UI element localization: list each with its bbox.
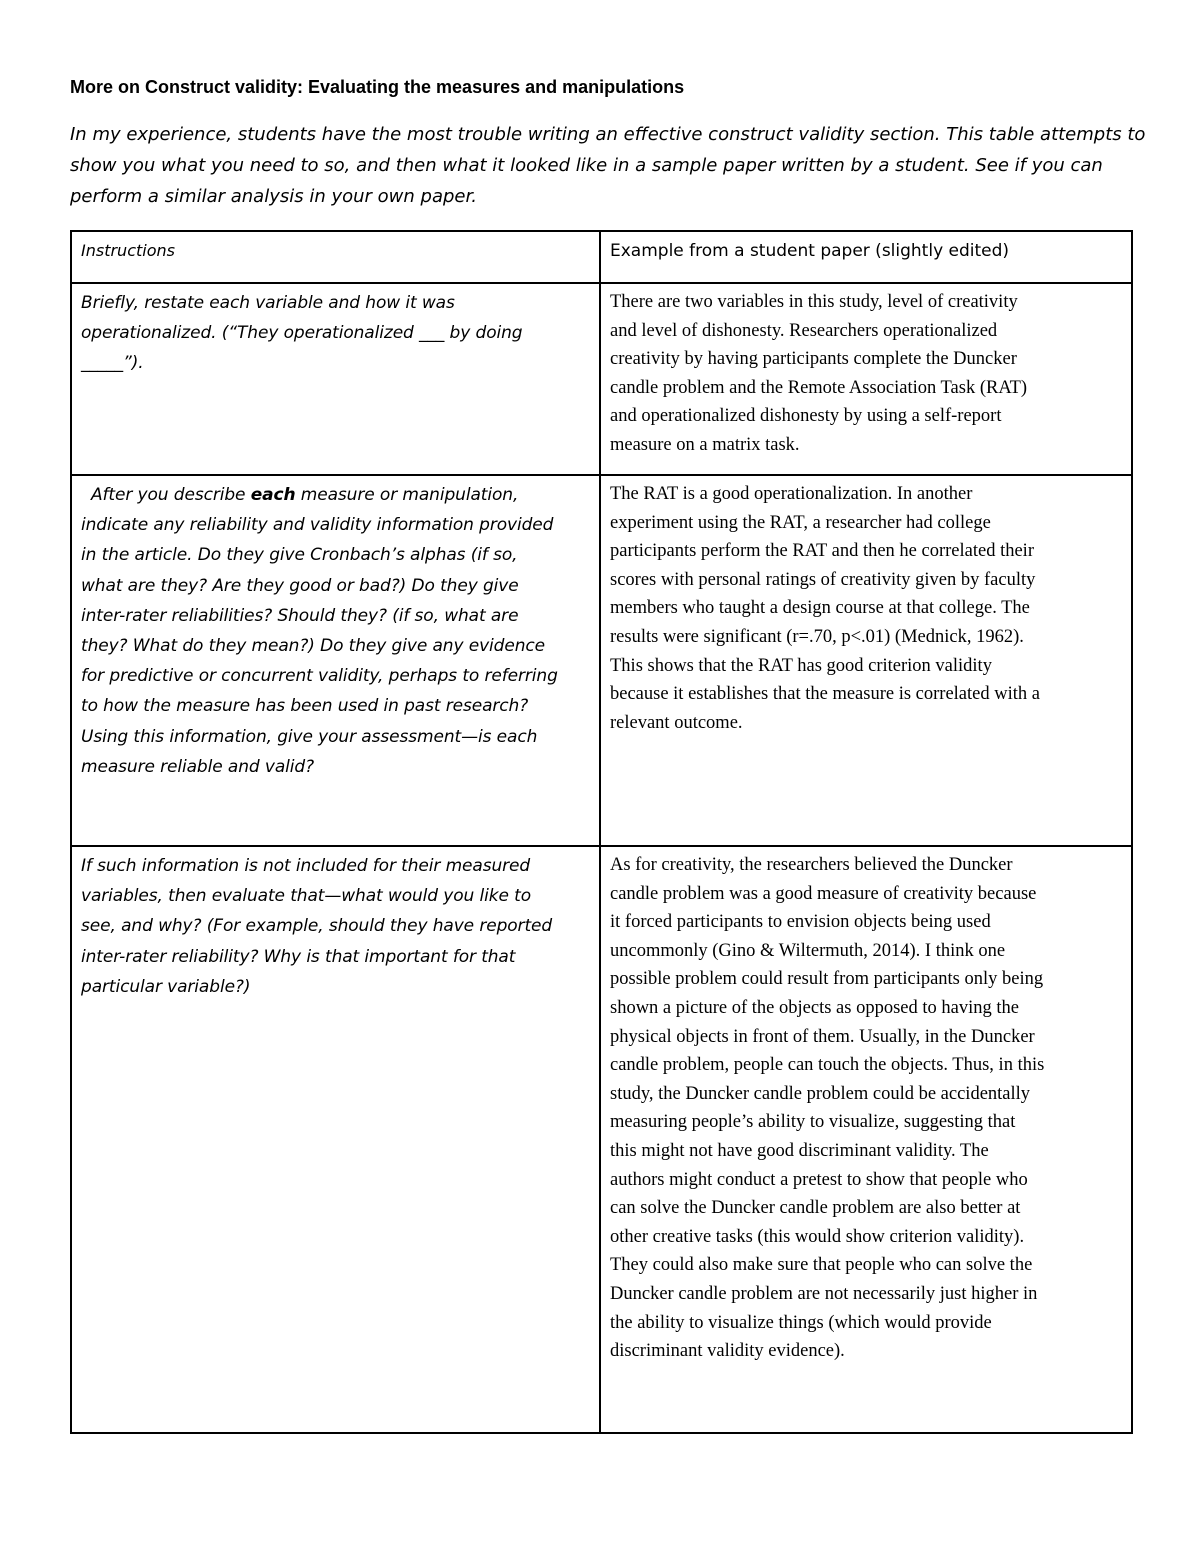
example-line: candle problem was a good measure of creativity because bbox=[610, 883, 1037, 904]
example-line: candle problem, people can touch the objects. Thus, in this bbox=[610, 1055, 1045, 1076]
example-line: shown a picture of the objects as opposed to having the bbox=[610, 997, 1019, 1018]
example-line: uncommonly (Gino & Wiltermuth, 2014). I think one bbox=[610, 940, 1006, 961]
instructions-line: particular variable?) bbox=[81, 976, 251, 997]
example-line: physical objects in front of them. Usually, in the Duncker bbox=[610, 1026, 1035, 1047]
example-line: members who taught a design course at that college. The bbox=[610, 598, 1030, 619]
example-cell bbox=[600, 846, 1132, 1433]
instructions-line: what are they? Are they good or bad?) Do they give bbox=[81, 575, 519, 596]
example-line: results were significant (r=.70, p<.01) (Mednick, 1962). bbox=[610, 626, 1024, 647]
instructions-line: indicate any reliability and validity information provided bbox=[81, 515, 554, 536]
example-line: authors might conduct a pretest to show that people who bbox=[610, 1169, 1028, 1190]
instructions-line: for predictive or concurrent validity, perhaps to referring bbox=[81, 666, 558, 687]
example-cell bbox=[600, 283, 1132, 475]
example-line: the ability to visualize things (which would provide bbox=[610, 1312, 992, 1333]
instructions-text bbox=[81, 480, 591, 782]
header-cell-example bbox=[600, 231, 1132, 283]
page-title: More on Construct validity: Evaluating the measures and manipulations bbox=[70, 77, 685, 97]
instructions-text bbox=[81, 288, 591, 379]
instructions-line: variables, then evaluate that—what would you like to bbox=[81, 886, 532, 907]
example-line: because it establishes that the measure is correlated with a bbox=[610, 684, 1040, 705]
intro-line: In my experience, students have the most trouble writing an effective construct validity section. This table attempts to bbox=[70, 124, 1146, 145]
example-line: scores with personal ratings of creativity given by faculty bbox=[610, 569, 1036, 590]
example-line: can solve the Duncker candle problem are also better at bbox=[610, 1198, 1021, 1219]
instructions-cell bbox=[71, 283, 600, 475]
example-line: candle problem and the Remote Association Task (RAT) bbox=[610, 377, 1028, 398]
example-line: This shows that the RAT has good criterion validity bbox=[610, 655, 992, 676]
instructions-line: _____”). bbox=[81, 353, 144, 374]
table-row bbox=[71, 846, 1132, 1433]
example-line: discriminant validity evidence). bbox=[610, 1341, 845, 1362]
instructions-emphasis: each bbox=[250, 485, 296, 505]
example-line: it forced participants to envision objects being used bbox=[610, 912, 991, 933]
instructions-cell bbox=[71, 475, 600, 846]
example-line: measure on a matrix task. bbox=[610, 434, 800, 455]
instructions-line: see, and why? (For example, should they have reported bbox=[81, 916, 553, 937]
header-instructions-label: Instructions bbox=[81, 241, 175, 260]
header-cell-instructions bbox=[71, 231, 600, 283]
example-line: As for creativity, the researchers believed the Duncker bbox=[610, 855, 1013, 875]
instructions-line: inter-rater reliabilities? Should they? (if so, what are bbox=[81, 605, 519, 626]
intro-line: perform a similar analysis in your own paper. bbox=[70, 186, 477, 207]
header-example-label: Example from a student paper (slightly edited) bbox=[610, 241, 1010, 261]
instructions-line: to how the measure has been used in past research? bbox=[81, 696, 529, 717]
example-line: Duncker candle problem are not necessarily just higher in bbox=[610, 1283, 1038, 1304]
example-line: possible problem could result from participants only being bbox=[610, 969, 1044, 990]
instructions-fragment: After you describe bbox=[91, 485, 251, 505]
example-line: They could also make sure that people who can solve the bbox=[610, 1255, 1033, 1276]
example-line: measuring people’s ability to visualize, suggesting that bbox=[610, 1112, 1016, 1133]
table-row bbox=[71, 475, 1132, 846]
example-text bbox=[610, 480, 1123, 737]
instructions-line: If such information is not included for their measured bbox=[81, 856, 531, 876]
example-line: this might not have good discriminant validity. The bbox=[610, 1140, 989, 1161]
instructions-text bbox=[81, 851, 591, 1002]
instructions-line bbox=[81, 480, 591, 510]
table-row bbox=[71, 283, 1132, 475]
instructions-line: they? What do they mean?) Do they give any evidence bbox=[81, 636, 546, 657]
example-cell bbox=[600, 475, 1132, 846]
instructions-line: Using this information, give your assessment—is each bbox=[81, 726, 538, 747]
example-line: study, the Duncker candle problem could be accidentally bbox=[610, 1083, 1031, 1104]
example-line: The RAT is a good operationalization. In another bbox=[610, 484, 973, 504]
table-header-row bbox=[71, 231, 1132, 283]
instructions-line: operationalized. (“They operationalized ___ by doing bbox=[81, 323, 523, 344]
instructions-line: inter-rater reliability? Why is that important for that bbox=[81, 946, 516, 967]
example-line: There are two variables in this study, level of creativity bbox=[610, 292, 1018, 312]
instructions-cell bbox=[71, 846, 600, 1433]
example-text bbox=[610, 288, 1123, 460]
example-text bbox=[610, 851, 1123, 1366]
example-line: and operationalized dishonesty by using a self-report bbox=[610, 406, 1002, 427]
instructions-line: measure reliable and valid? bbox=[81, 756, 315, 777]
instructions-line: Briefly, restate each variable and how it was bbox=[81, 293, 455, 313]
instructions-fragment: measure or manipulation, bbox=[295, 485, 519, 505]
example-line: and level of dishonesty. Researchers operationalized bbox=[610, 320, 998, 341]
example-line: participants perform the RAT and then he correlated their bbox=[610, 541, 1034, 562]
intro-line: show you what you need to so, and then what it looked like in a sample paper written by a student. See if you can bbox=[70, 155, 1103, 176]
intro-paragraph bbox=[70, 119, 1146, 212]
example-line: relevant outcome. bbox=[610, 712, 743, 733]
example-line: experiment using the RAT, a researcher had college bbox=[610, 512, 991, 533]
construct-validity-table bbox=[70, 230, 1133, 1434]
instructions-line: in the article. Do they give Cronbach’s alphas (if so, bbox=[81, 545, 518, 566]
example-line: other creative tasks (this would show criterion validity). bbox=[610, 1226, 1025, 1247]
example-line: creativity by having participants complete the Duncker bbox=[610, 349, 1017, 370]
